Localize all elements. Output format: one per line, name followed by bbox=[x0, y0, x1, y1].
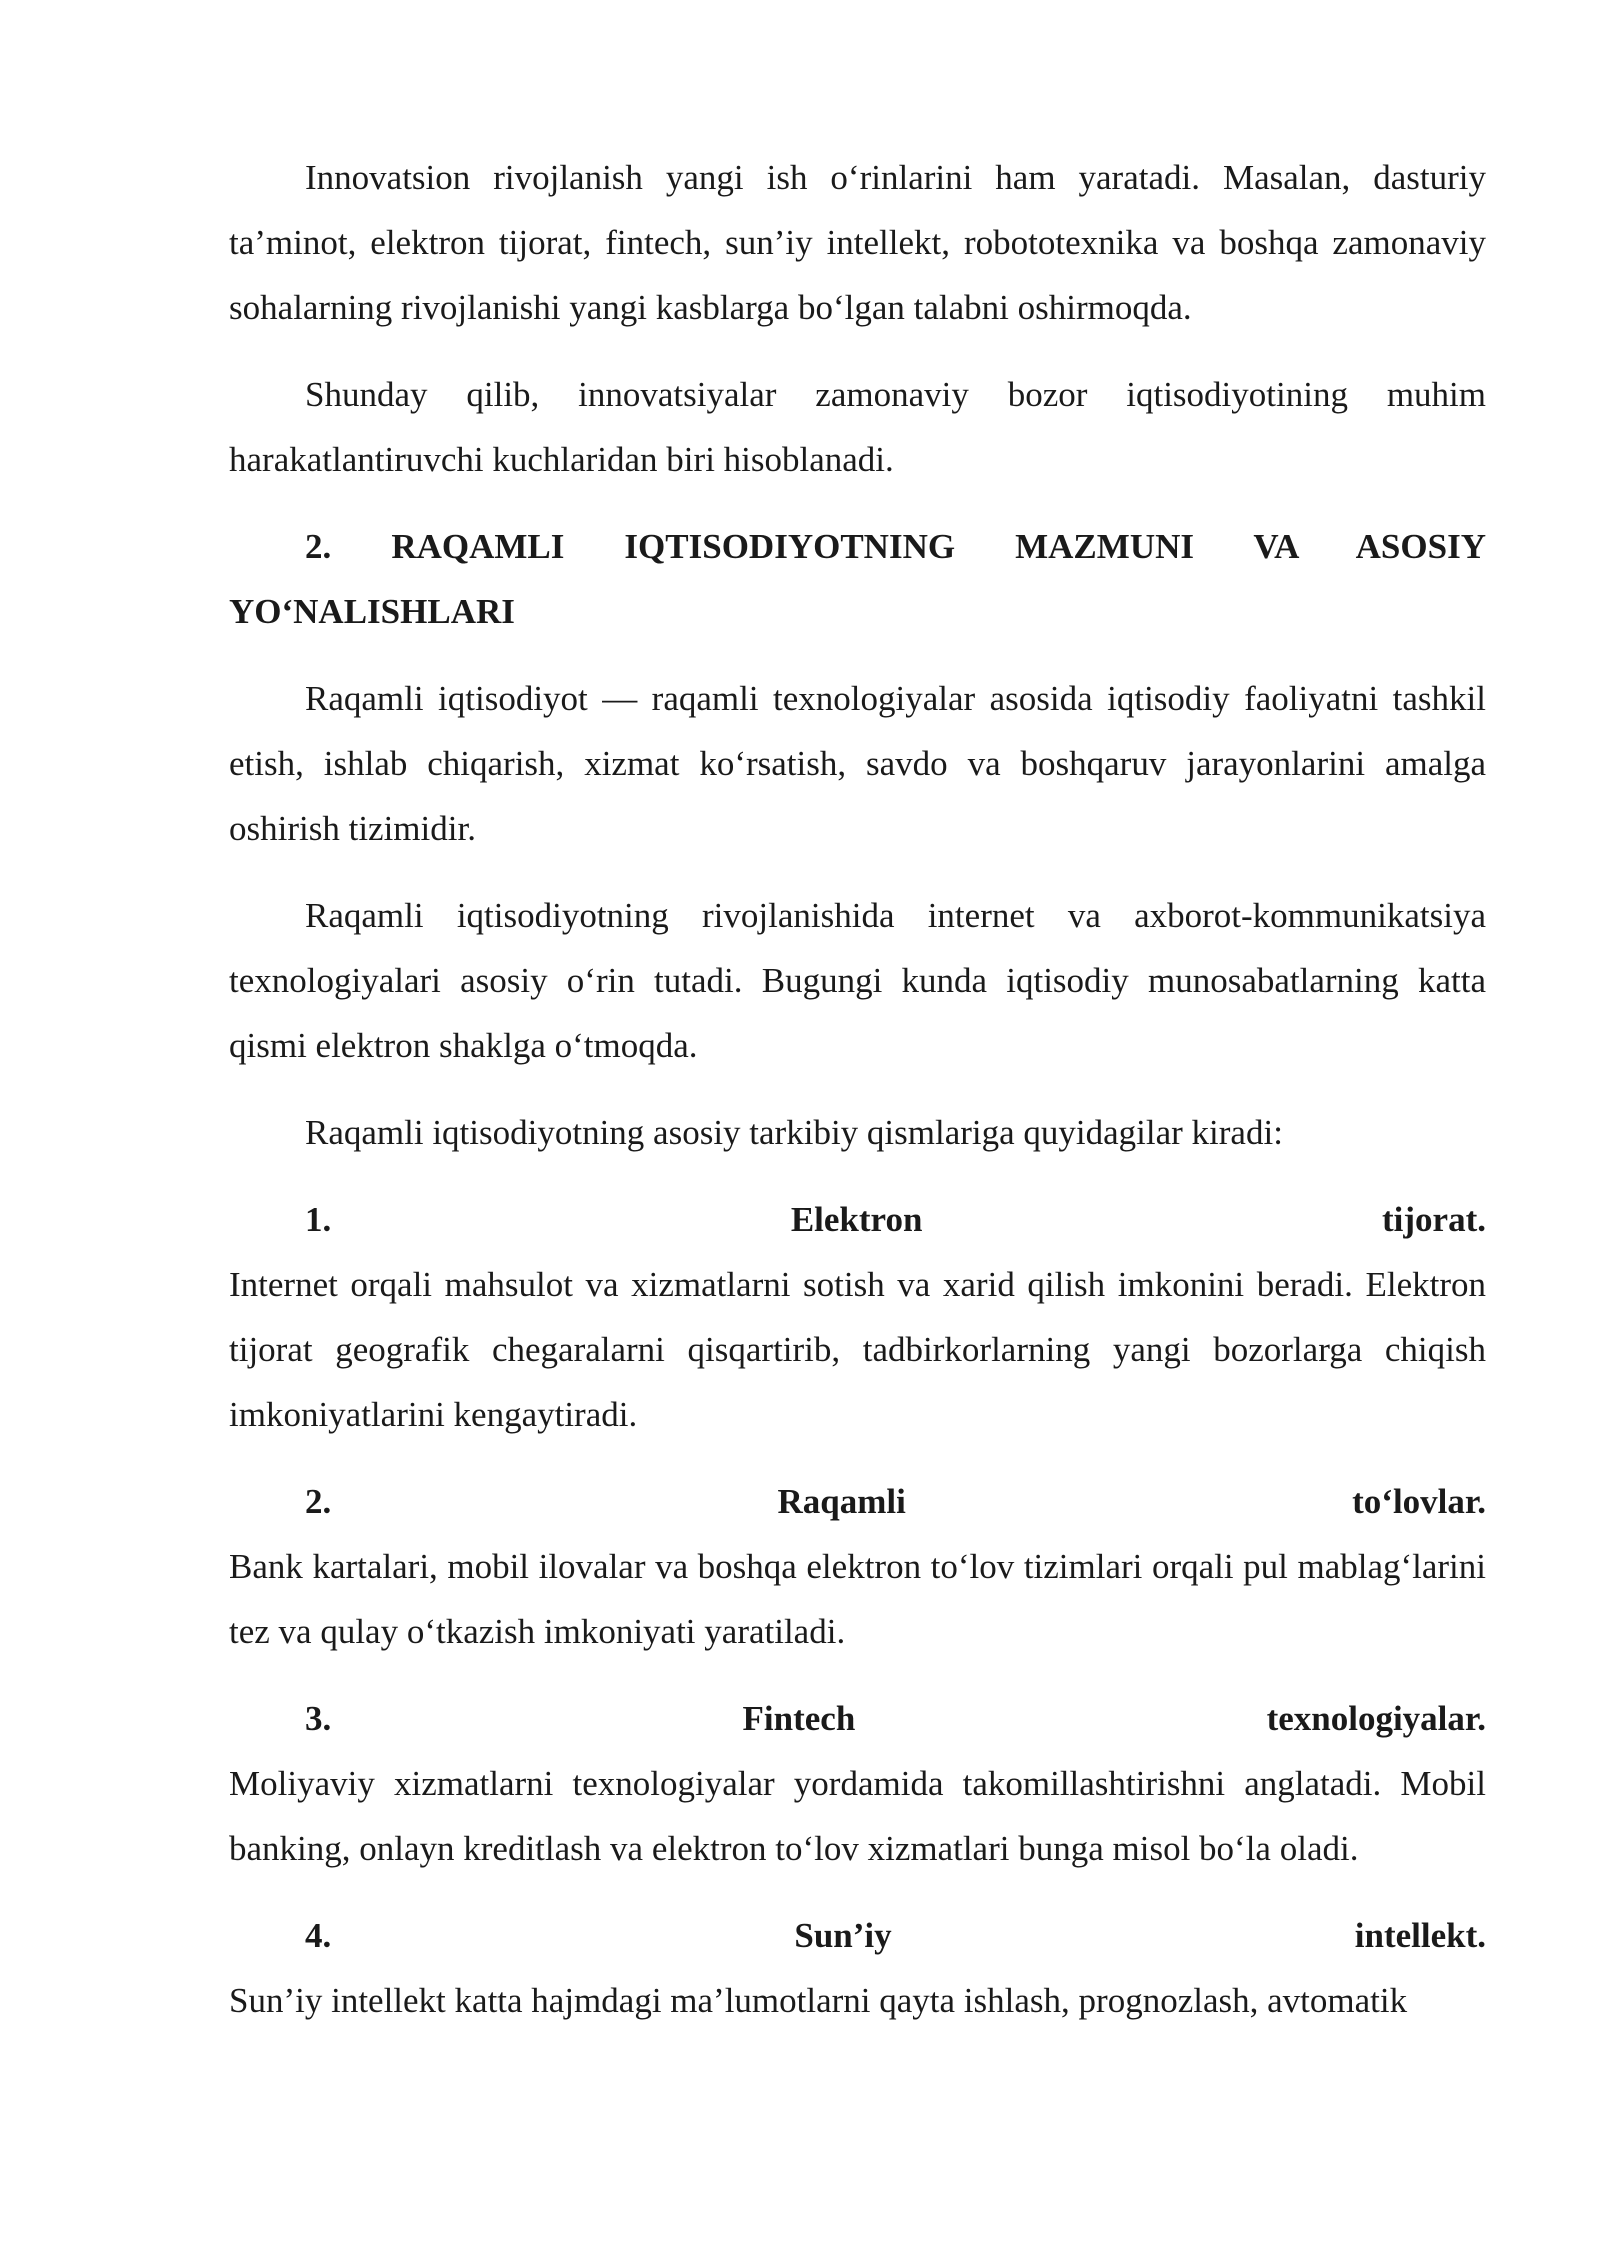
list-item-number: 1. bbox=[305, 1200, 332, 1239]
list-item-heading bbox=[229, 1686, 1486, 1751]
list-item-text: Sun’iy intellekt katta hajmdagi ma’lumotlarni qayta ishlash, prognozlash, avtomatik bbox=[229, 1981, 1408, 2020]
list-item-title-word: to‘lovlar. bbox=[1352, 1482, 1486, 1521]
list-item-title-word: Raqamli bbox=[777, 1482, 906, 1521]
list-item bbox=[229, 1187, 1486, 1447]
paragraph: Raqamli iqtisodiyotning asosiy tarkibiy qismlariga quyidagilar kiradi: bbox=[305, 1113, 1283, 1152]
list-item-number: 3. bbox=[305, 1699, 332, 1738]
list-item-text: Bank kartalari, mobil ilovalar va boshqa elektron to‘lov tizimlari orqali pul mablag‘larini tez va qulay o‘tkazish imkoniyati yaratiladi. bbox=[229, 1547, 1486, 1651]
list-item-text: Internet orqali mahsulot va xizmatlarni sotish va xarid qilish imkonini beradi. Elektron tijorat geografik chegaralarni qisqartirib, tadbirkorlarning yangi bozorlarga chiqish imkoniyatlarini kengaytiradi. bbox=[229, 1265, 1486, 1434]
paragraph: Raqamli iqtisodiyot — raqamli texnologiyalar asosida iqtisodiy faoliyatni tashkil etish, ishlab chiqarish, xizmat ko‘rsatish, savdo va boshqaruv jarayonlarini amalga oshirish tizimidir. bbox=[229, 679, 1486, 848]
paragraph: Innovatsion rivojlanish yangi ish o‘rinlarini ham yaratadi. Masalan, dasturiy ta’minot, elektron tijorat, fintech, sun’iy intellekt, robototexnika va boshqa zamonaviy sohalarning rivojlanishi yangi kasblarga bo‘lgan talabni oshirmoqda. bbox=[229, 158, 1486, 327]
list-item-heading bbox=[229, 1187, 1486, 1252]
list-item-title-word: Elektron bbox=[790, 1200, 923, 1239]
list-item bbox=[229, 1686, 1486, 1881]
section-heading: 2. RAQAMLI IQTISODIYOTNING MAZMUNI VA ASOSIY YO‘NALISHLARI bbox=[229, 527, 1486, 631]
paragraph: Raqamli iqtisodiyotning rivojlanishida internet va axborot-kommunikatsiya texnologiyalari asosiy o‘rin tutadi. Bugungi kunda iqtisodiy munosabatlarning katta qismi elektron shaklga o‘tmoqda. bbox=[229, 896, 1486, 1065]
list-item-text: Moliyaviy xizmatlarni texnologiyalar yordamida takomillashtirishni anglatadi. Mobil banking, onlayn kreditlash va elektron to‘lov xizmatlari bunga misol bo‘la oladi. bbox=[229, 1764, 1486, 1868]
list-item-number: 4. bbox=[305, 1916, 332, 1955]
paragraph: Shunday qilib, innovatsiyalar zamonaviy bozor iqtisodiyotining muhim harakatlantiruvchi kuchlaridan biri hisoblanadi. bbox=[229, 375, 1486, 479]
list-item-title-word: intellekt. bbox=[1354, 1916, 1486, 1955]
list-item-heading bbox=[229, 1469, 1486, 1534]
list-item-heading bbox=[229, 1903, 1486, 1968]
list-item-title-word: texnologiyalar. bbox=[1266, 1699, 1486, 1738]
list-item-number: 2. bbox=[305, 1482, 332, 1521]
list-item-title-word: tijorat. bbox=[1382, 1200, 1486, 1239]
list-item-title-word: Fintech bbox=[742, 1699, 856, 1738]
list-item bbox=[229, 1903, 1486, 2033]
list-item-title-word: Sun’iy bbox=[794, 1916, 892, 1955]
list-item bbox=[229, 1469, 1486, 1664]
document-content bbox=[229, 145, 1486, 2055]
